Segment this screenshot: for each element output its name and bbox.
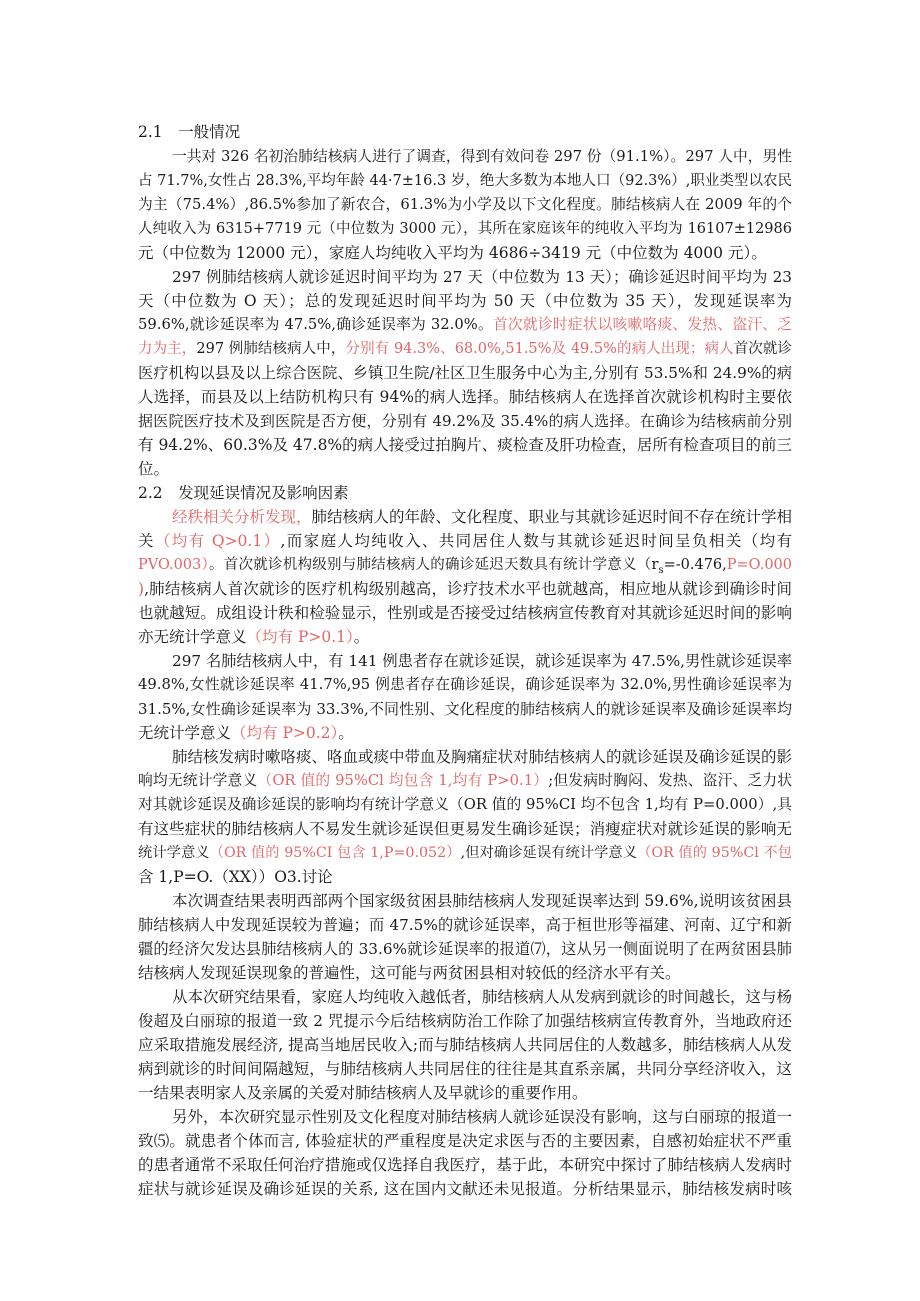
highlighted-text: 经秩相关分析发现， — [172, 508, 312, 526]
text-run: 31.5%,女性确诊延误率为 33.3%,不同性别、文化程度的肺结核病人的就诊延误率及确诊延误率均 — [138, 700, 792, 718]
text-run: 为主（75.4%）,86.5%参加了新农合，61.3%为小学及以下文化程度。肺结核病人在 2009 年的个 — [138, 196, 792, 213]
text-line — [172, 145, 792, 169]
text-line — [138, 313, 792, 337]
highlighted-text: （均有 Q>0.1） — [154, 532, 281, 550]
text-line — [138, 193, 792, 217]
highlighted-text: P=O.000 — [726, 557, 792, 573]
text-line — [138, 601, 792, 625]
text-line — [138, 385, 792, 409]
text-line — [172, 985, 792, 1009]
text-run: 也就越短。成组设计秩和检验显示，性别或是否接受过结核病宣传教育对其就诊延迟时间的影响 — [138, 604, 792, 622]
text-line — [138, 817, 792, 841]
text-run: 肺结核发病时嗽咯痰、咯血或痰中带血及胸痛症状对肺结核病人的就诊延误及确诊延误的影 — [172, 748, 792, 766]
text-line — [138, 361, 792, 385]
text-line — [172, 505, 792, 529]
text-run: 病到就诊的时间间隔越短，与肺结核病人共同居住的往往是其直系亲属，共同分享经济收入，这 — [138, 1060, 792, 1078]
text-line — [138, 1081, 792, 1105]
text-run: 疆的经济欠发达县肺结核病人的 33.6%就诊延误率的报道⑺，这从另一侧面说明了在两贫困县肺 — [138, 940, 792, 958]
text-line — [138, 241, 792, 265]
text-run: ,但对确诊延误有统计学意义 — [460, 845, 638, 861]
text-line — [138, 937, 792, 961]
highlighted-text: 分别有 94.3%、68.0%,51.5%及 49.5%的病人出现；病人 — [345, 341, 734, 357]
text-line — [138, 1033, 792, 1057]
text-line — [138, 1057, 792, 1081]
text-line — [138, 289, 792, 313]
text-run: 元（中位数为 12000 元），家庭人均纯收入平均为 4686÷3419 元（中位数为 4000 元）。 — [138, 244, 767, 262]
text-run: 天（中位数为 O 天）；总的发现延迟时间平均为 50 天（中位数为 35 天），发现延误率为 — [138, 292, 792, 310]
text-run: 应采取措施发展经济, 提高当地居民收入;而与肺结核病人共同居住的人数越多，肺结核病人从发 — [138, 1036, 792, 1054]
text-run: 结核病人发现延误现象的普遍性，这可能与两贫困县相对较低的经济水平有关。 — [138, 964, 681, 982]
text-line — [172, 1105, 792, 1129]
text-run: 297 名肺结核病人中，有 141 例患者存在就诊延误，就诊延误率为 47.5%,男性就诊延误率 — [172, 652, 792, 670]
text-line — [138, 1009, 792, 1033]
text-line — [138, 217, 792, 241]
text-line — [138, 697, 792, 721]
text-run: 另外，本次研究显示性别及文化程度对肺结核病人就诊延误没有影响，这与白丽琼的报道一 — [172, 1108, 792, 1126]
text-run: 297 例肺结核病人中， — [196, 341, 346, 357]
text-line — [138, 625, 792, 649]
highlighted-text: ) — [138, 580, 145, 598]
text-run: 俊超及白丽琼的报道一致 2 咒提示今后结核病防治工作除了加强结核病宣传教育外，当地政府还 — [138, 1012, 792, 1030]
text-run: 一结果表明家人及亲属的关爱对肺结核病人及早就诊的重要作用。 — [138, 1084, 588, 1102]
text-run: 对其就诊延误及确诊延误的影响均有统计学意义（OR 值的 95%CI 均不包含 1,均有 P=0.000）,具 — [138, 796, 792, 813]
text-line — [138, 553, 792, 577]
section-heading — [138, 120, 792, 144]
text-line — [172, 265, 792, 289]
text-run: 本次调查结果表明西部两个国家级贫困县肺结核病人发现延误率达到 59.6%,说明该贫困县 — [172, 892, 792, 910]
text-run: 2.1 一般情况 — [138, 123, 241, 141]
text-run: 297 例肺结核病人就诊延迟时间平均为 27 天（中位数为 13 天）；确诊延迟时间平均为 23 — [172, 268, 792, 286]
text-run: 亦无统计学意义 — [138, 628, 247, 646]
text-line — [172, 649, 792, 673]
text-run: 占 71.7%,女性占 28.3%,平均年龄 44·7±16.3 岁，绝大多数为本地人口（92.3%）,职业类型以农民 — [138, 173, 792, 189]
section-heading — [138, 481, 792, 505]
text-run: 有这些症状的肺结核病人不易发生就诊延误但更易发生确诊延误；消瘦症状对就诊延误的影响无 — [138, 820, 792, 838]
text-line — [138, 169, 792, 193]
text-run: 。 — [338, 724, 354, 742]
text-line — [138, 961, 792, 985]
text-run: 医疗机构以县及以上综合医院、乡镇卫生院/社区卫生服务中心为主,分别有 53.5%和 24.9%的病 — [138, 364, 792, 382]
text-run: 从本次研究结果看，家庭人均纯收入越低者，肺结核病人从发病到就诊的时间越长，这与杨 — [172, 988, 792, 1006]
text-run: 无统计学意义 — [138, 724, 232, 742]
highlighted-text: （均有 P>0.2） — [231, 724, 339, 742]
text-run: 肺结核病人的年龄、文化程度、职业与其就诊延迟时间不存在统计学相 — [311, 508, 792, 526]
text-run: 致⑸。就患者个体而言, 体验症状的严重程度是决定求医与否的主要因素，自感初始症状不严重 — [138, 1132, 792, 1150]
text-line — [138, 1129, 792, 1153]
text-line — [138, 913, 792, 937]
text-run: 首次就诊 — [733, 341, 792, 357]
text-run: 有 94.2%、60.3%及 47.8%的病人接受过拍胸片、痰检查及肝功检查，居所有检查项目的前三 — [138, 436, 792, 454]
text-run: 59.6%,就诊延误率为 47.5%,确诊延误率为 32.0%。 — [138, 316, 493, 333]
text-line — [138, 1153, 792, 1177]
text-run: 2.2 发现延误情况及影响因素 — [138, 484, 349, 502]
text-line — [172, 889, 792, 913]
text-run: 据医院医疗技术及到医院是否方便，分别有 49.2%及 35.4%的病人选择。在确诊为结核病前分别 — [138, 412, 792, 430]
text-run: 49.8%,女性就诊延误率 41.7%,95 例患者存在确诊延误，确诊延误率为 32.0%,男性确诊延误率为 — [138, 676, 792, 693]
highlighted-text: （OR 值的 95%CI 包含 1,P=0.052） — [209, 845, 461, 861]
text-run: 统计学意义 — [138, 845, 210, 861]
text-run: 基于此，本研究中探讨了肺结核病人发病时 — [496, 1156, 792, 1174]
text-line — [138, 793, 792, 817]
text-line — [138, 673, 792, 697]
text-run: 的患者通常不采取任何治疗措施或仅选择自我医疗， — [138, 1156, 497, 1174]
highlighted-text: （均有 P>0.1） — [246, 628, 354, 646]
text-run: 症状与就诊延误及确诊延误的关系, 这在国内文献还未见报道。分析结果显示，肺结核发病时咳 — [138, 1180, 792, 1198]
text-run: 含 1,P=O.（XX）） — [138, 868, 275, 886]
text-run: 。首次就诊机构级别与肺结核病人的确诊延迟天数具有统计学意义（r — [209, 557, 659, 573]
text-run: ,而家庭人均纯收入、共同居住人数与其就诊延迟时间呈负相关（均有 — [280, 532, 792, 550]
highlighted-text: 力为主， — [138, 341, 197, 357]
highlighted-text: （OR 值的 95%Cl 均包含 1,均有 P>0.1） — [257, 772, 549, 789]
text-line — [138, 721, 792, 745]
text-run: 。 — [353, 628, 370, 646]
text-run: 响均无统计学意义 — [138, 772, 258, 789]
highlighted-text: （OR 值的 95%Cl 不包 — [637, 845, 792, 861]
text-run: 人纯收入为 6315+7719 元（中位数为 3000 元），其所在家庭该年的纯收入平均为 16107±12986 — [138, 221, 792, 237]
text-run: 关 — [138, 532, 155, 550]
text-run: O3.讨论 — [274, 868, 333, 886]
highlighted-text: PVO.003） — [138, 557, 210, 573]
text-line — [138, 577, 792, 601]
subscript-text: s — [658, 564, 664, 576]
text-run: 肺结核病人中发现延误较为普遍；而 47.5%的就诊延误率，高于桓世形等福建、河南、辽宁和新 — [138, 916, 792, 934]
text-run: 位。 — [138, 460, 170, 478]
text-run: ;但发病时胸闷、发热、盗汗、乏力状 — [548, 772, 792, 789]
text-line — [138, 433, 792, 457]
text-run: =-0.476, — [663, 557, 727, 573]
text-line — [172, 745, 792, 769]
text-run: 一共对 326 名初治肺结核病人进行了调查，得到有效问卷 297 份（91.1%）。297 人中，男性 — [172, 148, 792, 165]
highlighted-text: 首次就诊时症状以咳嗽咯痰、发热、盗汗、乏 — [492, 316, 792, 333]
text-line — [138, 769, 792, 793]
text-line — [138, 457, 792, 481]
text-line — [138, 337, 792, 361]
text-line — [138, 841, 792, 865]
text-line — [138, 409, 792, 433]
text-line — [138, 865, 792, 889]
text-line — [138, 529, 792, 553]
text-run: 人选择，而县及以上结防机构只有 94%的病人选择。肺结核病人在选择首次就诊机构时主要依 — [138, 388, 792, 406]
text-line — [138, 1177, 792, 1201]
text-run: ,肺结核病人首次就诊的医疗机构级别越高，诊疗技术水平也就越高，相应地从就诊到确诊时间 — [144, 580, 792, 598]
